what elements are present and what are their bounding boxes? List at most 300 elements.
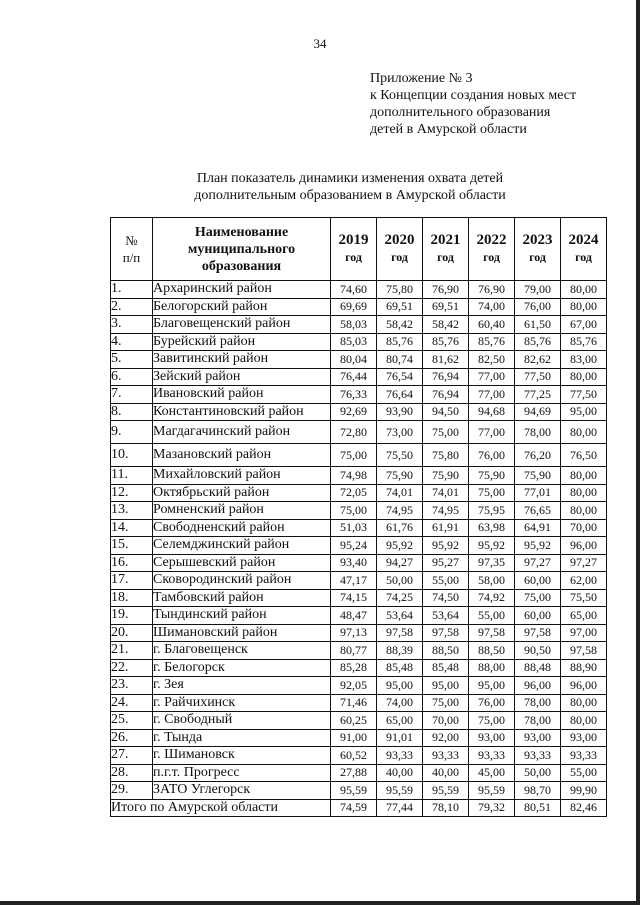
coverage-value-2024: 80,00 [561, 712, 607, 730]
table-row [111, 333, 607, 351]
municipality-name: Свободненский район [153, 519, 331, 537]
municipality-name: Константиновский район [153, 403, 331, 421]
coverage-value-2020: 93,90 [377, 403, 423, 421]
coverage-value-2022: 95,59 [469, 782, 515, 800]
coverage-value-2020: 95,92 [377, 537, 423, 555]
coverage-value-2020: 85,48 [377, 659, 423, 677]
municipality-name: Мазановский район [153, 444, 331, 467]
row-number: 16. [111, 554, 153, 572]
coverage-value-2022: 74,92 [469, 589, 515, 607]
table-row [111, 589, 607, 607]
coverage-value-2022: 75,95 [469, 502, 515, 520]
coverage-value-2024: 88,90 [561, 659, 607, 677]
table-row [111, 502, 607, 520]
total-value-2020: 77,44 [377, 799, 423, 817]
municipality-name: Благовещенский район [153, 316, 331, 334]
coverage-value-2020: 65,00 [377, 712, 423, 730]
table-row [111, 764, 607, 782]
row-number: 7. [111, 386, 153, 404]
coverage-value-2020: 50,00 [377, 572, 423, 590]
coverage-value-2022: 97,58 [469, 624, 515, 642]
total-value-2022: 79,32 [469, 799, 515, 817]
coverage-value-2021: 75,00 [423, 694, 469, 712]
coverage-value-2022: 95,00 [469, 677, 515, 695]
appendix-line: Приложение № 3 [370, 71, 473, 86]
appendix-block [370, 70, 630, 138]
table-row [111, 444, 607, 467]
coverage-value-2022: 45,00 [469, 764, 515, 782]
table-row [111, 351, 607, 369]
municipality-name: Магдагачинский район [153, 421, 331, 444]
coverage-value-2020: 91,01 [377, 729, 423, 747]
coverage-value-2021: 74,95 [423, 502, 469, 520]
table-row [111, 712, 607, 730]
coverage-value-2024: 80,00 [561, 467, 607, 485]
table-row [111, 659, 607, 677]
coverage-value-2020: 76,64 [377, 386, 423, 404]
table-row [111, 467, 607, 485]
coverage-value-2023: 88,48 [515, 659, 561, 677]
coverage-value-2019: 92,69 [331, 403, 377, 421]
coverage-value-2020: 74,01 [377, 484, 423, 502]
header-year-suffix: год [529, 250, 546, 264]
municipality-name: г. Райчихинск [153, 694, 331, 712]
coverage-value-2023: 76,20 [515, 444, 561, 467]
coverage-value-2019: 93,40 [331, 554, 377, 572]
coverage-value-2021: 95,59 [423, 782, 469, 800]
coverage-value-2022: 77,00 [469, 386, 515, 404]
municipality-name: ЗАТО Углегорск [153, 782, 331, 800]
coverage-value-2019: 72,05 [331, 484, 377, 502]
header-year-value: 2021 [430, 232, 461, 248]
coverage-value-2022: 75,00 [469, 712, 515, 730]
coverage-value-2021: 58,42 [423, 316, 469, 334]
header-year [515, 218, 561, 281]
header-year-suffix: год [575, 250, 592, 264]
header-year-value: 2024 [568, 232, 599, 248]
coverage-value-2024: 97,27 [561, 554, 607, 572]
coverage-value-2019: 71,46 [331, 694, 377, 712]
row-number: 23. [111, 677, 153, 695]
municipality-name: г. Шимановск [153, 747, 331, 765]
header-year [377, 218, 423, 281]
header-year-suffix: год [437, 250, 454, 264]
coverage-value-2024: 85,76 [561, 333, 607, 351]
municipality-name: г. Свободный [153, 712, 331, 730]
coverage-value-2021: 75,80 [423, 444, 469, 467]
total-value-2019: 74,59 [331, 799, 377, 817]
table-row [111, 747, 607, 765]
coverage-value-2022: 55,00 [469, 607, 515, 625]
coverage-value-2021: 55,00 [423, 572, 469, 590]
coverage-value-2024: 97,00 [561, 624, 607, 642]
coverage-value-2020: 74,95 [377, 502, 423, 520]
municipality-name: Бурейский район [153, 333, 331, 351]
coverage-value-2024: 95,00 [561, 403, 607, 421]
table-row [111, 677, 607, 695]
coverage-value-2023: 77,01 [515, 484, 561, 502]
coverage-value-2022: 76,00 [469, 694, 515, 712]
row-number: 24. [111, 694, 153, 712]
table-row [111, 484, 607, 502]
municipality-name: Октябрьский район [153, 484, 331, 502]
coverage-value-2021: 40,00 [423, 764, 469, 782]
coverage-value-2021: 94,50 [423, 403, 469, 421]
table-row [111, 554, 607, 572]
row-number: 12. [111, 484, 153, 502]
table-row [111, 316, 607, 334]
row-number: 9. [111, 421, 153, 444]
municipality-name: Селемджинский район [153, 537, 331, 555]
coverage-value-2022: 82,50 [469, 351, 515, 369]
header-year [469, 218, 515, 281]
coverage-value-2022: 77,00 [469, 368, 515, 386]
coverage-value-2022: 60,40 [469, 316, 515, 334]
coverage-value-2024: 77,50 [561, 386, 607, 404]
row-number: 1. [111, 281, 153, 299]
row-number: 28. [111, 764, 153, 782]
municipality-name: Архаринский район [153, 281, 331, 299]
row-number: 25. [111, 712, 153, 730]
row-number: 15. [111, 537, 153, 555]
coverage-value-2021: 75,90 [423, 467, 469, 485]
coverage-value-2022: 95,92 [469, 537, 515, 555]
coverage-value-2021: 69,51 [423, 298, 469, 316]
appendix-line: детей в Амурской области [370, 122, 527, 137]
coverage-value-2022: 93,33 [469, 747, 515, 765]
coverage-value-2020: 75,50 [377, 444, 423, 467]
table-row [111, 421, 607, 444]
row-number: 5. [111, 351, 153, 369]
coverage-value-2023: 97,58 [515, 624, 561, 642]
municipality-name: Михайловский район [153, 467, 331, 485]
coverage-value-2021: 61,91 [423, 519, 469, 537]
total-value-2023: 80,51 [515, 799, 561, 817]
municipality-name: Шимановский район [153, 624, 331, 642]
coverage-value-2020: 94,27 [377, 554, 423, 572]
coverage-value-2022: 74,00 [469, 298, 515, 316]
coverage-value-2019: 60,25 [331, 712, 377, 730]
total-value-2024: 82,46 [561, 799, 607, 817]
coverage-value-2022: 63,98 [469, 519, 515, 537]
table-row [111, 782, 607, 800]
coverage-value-2024: 80,00 [561, 484, 607, 502]
coverage-value-2019: 60,52 [331, 747, 377, 765]
appendix-line: дополнительного образования [370, 105, 551, 120]
table-row [111, 368, 607, 386]
coverage-value-2023: 78,00 [515, 421, 561, 444]
municipality-name: Тамбовский район [153, 589, 331, 607]
coverage-value-2023: 60,00 [515, 572, 561, 590]
coverage-value-2023: 75,90 [515, 467, 561, 485]
coverage-value-2019: 97,13 [331, 624, 377, 642]
coverage-value-2024: 55,00 [561, 764, 607, 782]
coverage-value-2024: 80,00 [561, 298, 607, 316]
coverage-value-2023: 75,00 [515, 589, 561, 607]
coverage-value-2023: 60,00 [515, 607, 561, 625]
coverage-value-2020: 40,00 [377, 764, 423, 782]
coverage-value-2024: 80,00 [561, 281, 607, 299]
coverage-value-2020: 85,76 [377, 333, 423, 351]
table-row [111, 572, 607, 590]
coverage-value-2024: 96,00 [561, 537, 607, 555]
municipality-name: Ромненский район [153, 502, 331, 520]
coverage-value-2020: 53,64 [377, 607, 423, 625]
coverage-value-2023: 85,76 [515, 333, 561, 351]
coverage-value-2023: 76,65 [515, 502, 561, 520]
row-number: 26. [111, 729, 153, 747]
coverage-value-2024: 80,00 [561, 694, 607, 712]
row-number: 18. [111, 589, 153, 607]
coverage-value-2019: 74,98 [331, 467, 377, 485]
coverage-value-2022: 88,50 [469, 642, 515, 660]
scan-bottom-border [0, 901, 640, 905]
coverage-value-2021: 85,76 [423, 333, 469, 351]
table-row [111, 281, 607, 299]
row-number: 22. [111, 659, 153, 677]
coverage-value-2023: 90,50 [515, 642, 561, 660]
coverage-value-2022: 77,00 [469, 421, 515, 444]
coverage-value-2024: 96,00 [561, 677, 607, 695]
coverage-value-2023: 64,91 [515, 519, 561, 537]
coverage-value-2023: 82,62 [515, 351, 561, 369]
coverage-value-2019: 76,33 [331, 386, 377, 404]
coverage-value-2022: 94,68 [469, 403, 515, 421]
municipality-name: Завитинский район [153, 351, 331, 369]
appendix-line: к Концепции создания новых мест [370, 88, 577, 103]
coverage-value-2023: 77,50 [515, 368, 561, 386]
coverage-value-2021: 53,64 [423, 607, 469, 625]
coverage-value-2024: 70,00 [561, 519, 607, 537]
coverage-value-2024: 83,00 [561, 351, 607, 369]
coverage-value-2023: 78,00 [515, 694, 561, 712]
coverage-value-2021: 95,00 [423, 677, 469, 695]
document-title [150, 170, 550, 204]
coverage-value-2021: 76,94 [423, 368, 469, 386]
coverage-value-2019: 51,03 [331, 519, 377, 537]
coverage-value-2020: 97,58 [377, 624, 423, 642]
table-row [111, 624, 607, 642]
coverage-value-2024: 62,00 [561, 572, 607, 590]
coverage-value-2023: 50,00 [515, 764, 561, 782]
coverage-value-2020: 88,39 [377, 642, 423, 660]
coverage-value-2024: 80,00 [561, 502, 607, 520]
title-line: План показатель динамики изменения охвата детей [196, 171, 504, 186]
coverage-value-2021: 75,00 [423, 421, 469, 444]
row-number: 10. [111, 444, 153, 467]
municipality-name: г. Тында [153, 729, 331, 747]
row-number: 2. [111, 298, 153, 316]
coverage-value-2019: 48,47 [331, 607, 377, 625]
row-number: 11. [111, 467, 153, 485]
header-year-value: 2023 [522, 232, 553, 248]
coverage-value-2022: 85,76 [469, 333, 515, 351]
coverage-value-2021: 76,90 [423, 281, 469, 299]
header-year [331, 218, 377, 281]
coverage-value-2023: 96,00 [515, 677, 561, 695]
scan-right-border [636, 0, 640, 905]
coverage-value-2023: 93,33 [515, 747, 561, 765]
coverage-value-2019: 74,60 [331, 281, 377, 299]
table-row [111, 519, 607, 537]
coverage-value-2022: 75,00 [469, 484, 515, 502]
table-row [111, 607, 607, 625]
header-year-value: 2022 [476, 232, 507, 248]
header-year-value: 2019 [338, 232, 369, 248]
coverage-value-2024: 75,50 [561, 589, 607, 607]
coverage-value-2020: 74,25 [377, 589, 423, 607]
table-row [111, 386, 607, 404]
coverage-value-2019: 80,04 [331, 351, 377, 369]
coverage-value-2024: 93,33 [561, 747, 607, 765]
header-number-abbr: п/п [122, 250, 141, 265]
coverage-value-2021: 81,62 [423, 351, 469, 369]
coverage-value-2020: 95,00 [377, 677, 423, 695]
total-row [111, 799, 607, 817]
coverage-value-2021: 76,94 [423, 386, 469, 404]
coverage-value-2020: 75,90 [377, 467, 423, 485]
coverage-value-2022: 75,90 [469, 467, 515, 485]
coverage-value-2022: 97,35 [469, 554, 515, 572]
coverage-value-2019: 91,00 [331, 729, 377, 747]
coverage-value-2022: 76,90 [469, 281, 515, 299]
coverage-value-2020: 75,80 [377, 281, 423, 299]
municipality-name: г. Белогорск [153, 659, 331, 677]
table-header-row [111, 218, 607, 281]
coverage-value-2021: 74,50 [423, 589, 469, 607]
coverage-value-2019: 74,15 [331, 589, 377, 607]
coverage-value-2024: 99,90 [561, 782, 607, 800]
table-row [111, 642, 607, 660]
row-number: 3. [111, 316, 153, 334]
title-line: дополнительным образованием в Амурской области [194, 188, 506, 203]
coverage-value-2023: 79,00 [515, 281, 561, 299]
coverage-value-2019: 92,05 [331, 677, 377, 695]
header-number [111, 218, 153, 281]
table-row [111, 403, 607, 421]
header-year-suffix: год [483, 250, 500, 264]
table-body [111, 281, 607, 817]
table-row [111, 537, 607, 555]
coverage-value-2020: 93,33 [377, 747, 423, 765]
total-value-2021: 78,10 [423, 799, 469, 817]
coverage-value-2024: 97,58 [561, 642, 607, 660]
header-year [423, 218, 469, 281]
coverage-value-2021: 92,00 [423, 729, 469, 747]
row-number: 14. [111, 519, 153, 537]
coverage-value-2020: 95,59 [377, 782, 423, 800]
header-year-suffix: год [345, 250, 362, 264]
coverage-value-2019: 80,77 [331, 642, 377, 660]
coverage-value-2024: 67,00 [561, 316, 607, 334]
coverage-value-2019: 85,28 [331, 659, 377, 677]
coverage-value-2023: 97,27 [515, 554, 561, 572]
municipality-name: Зейский район [153, 368, 331, 386]
table-row [111, 298, 607, 316]
municipality-name: г. Зея [153, 677, 331, 695]
coverage-value-2024: 76,50 [561, 444, 607, 467]
coverage-value-2023: 98,70 [515, 782, 561, 800]
page-number: 34 [313, 36, 327, 51]
coverage-value-2019: 72,80 [331, 421, 377, 444]
row-number: 29. [111, 782, 153, 800]
coverage-value-2021: 88,50 [423, 642, 469, 660]
row-number: 8. [111, 403, 153, 421]
coverage-value-2022: 58,00 [469, 572, 515, 590]
coverage-plan-table [110, 217, 607, 817]
row-number: 4. [111, 333, 153, 351]
header-number-symbol: № [125, 233, 138, 248]
coverage-value-2021: 93,33 [423, 747, 469, 765]
coverage-value-2023: 94,69 [515, 403, 561, 421]
coverage-value-2023: 77,25 [515, 386, 561, 404]
row-number: 17. [111, 572, 153, 590]
row-number: 27. [111, 747, 153, 765]
header-municipality: Наименование муниципального образования [153, 218, 331, 281]
coverage-value-2020: 80,74 [377, 351, 423, 369]
header-year-suffix: год [391, 250, 408, 264]
coverage-value-2024: 93,00 [561, 729, 607, 747]
coverage-value-2020: 58,42 [377, 316, 423, 334]
municipality-name: Серышевский район [153, 554, 331, 572]
row-number: 13. [111, 502, 153, 520]
coverage-value-2019: 95,24 [331, 537, 377, 555]
coverage-value-2020: 76,54 [377, 368, 423, 386]
coverage-value-2019: 75,00 [331, 444, 377, 467]
coverage-value-2024: 65,00 [561, 607, 607, 625]
total-label: Итого по Амурской области [111, 799, 331, 817]
municipality-name: Сковородинский район [153, 572, 331, 590]
coverage-value-2023: 61,50 [515, 316, 561, 334]
coverage-value-2019: 47,17 [331, 572, 377, 590]
coverage-value-2019: 27,88 [331, 764, 377, 782]
coverage-value-2019: 85,03 [331, 333, 377, 351]
coverage-value-2021: 95,92 [423, 537, 469, 555]
row-number: 21. [111, 642, 153, 660]
coverage-value-2024: 80,00 [561, 368, 607, 386]
header-year [561, 218, 607, 281]
municipality-name: п.г.т. Прогресс [153, 764, 331, 782]
coverage-value-2020: 69,51 [377, 298, 423, 316]
coverage-value-2021: 70,00 [423, 712, 469, 730]
coverage-value-2022: 88,00 [469, 659, 515, 677]
table-row [111, 729, 607, 747]
municipality-name: Тындинский район [153, 607, 331, 625]
municipality-name: Ивановский район [153, 386, 331, 404]
coverage-value-2021: 74,01 [423, 484, 469, 502]
coverage-value-2021: 97,58 [423, 624, 469, 642]
coverage-value-2020: 74,00 [377, 694, 423, 712]
coverage-value-2019: 95,59 [331, 782, 377, 800]
coverage-value-2019: 75,00 [331, 502, 377, 520]
coverage-value-2019: 69,69 [331, 298, 377, 316]
table-row [111, 694, 607, 712]
coverage-value-2021: 95,27 [423, 554, 469, 572]
coverage-value-2020: 73,00 [377, 421, 423, 444]
coverage-value-2023: 93,00 [515, 729, 561, 747]
municipality-name: Белогорский район [153, 298, 331, 316]
coverage-value-2021: 85,48 [423, 659, 469, 677]
row-number: 19. [111, 607, 153, 625]
coverage-value-2019: 58,03 [331, 316, 377, 334]
row-number: 6. [111, 368, 153, 386]
coverage-value-2023: 76,00 [515, 298, 561, 316]
coverage-value-2020: 61,76 [377, 519, 423, 537]
coverage-value-2022: 93,00 [469, 729, 515, 747]
row-number: 20. [111, 624, 153, 642]
coverage-value-2023: 78,00 [515, 712, 561, 730]
header-year-value: 2020 [384, 232, 415, 248]
